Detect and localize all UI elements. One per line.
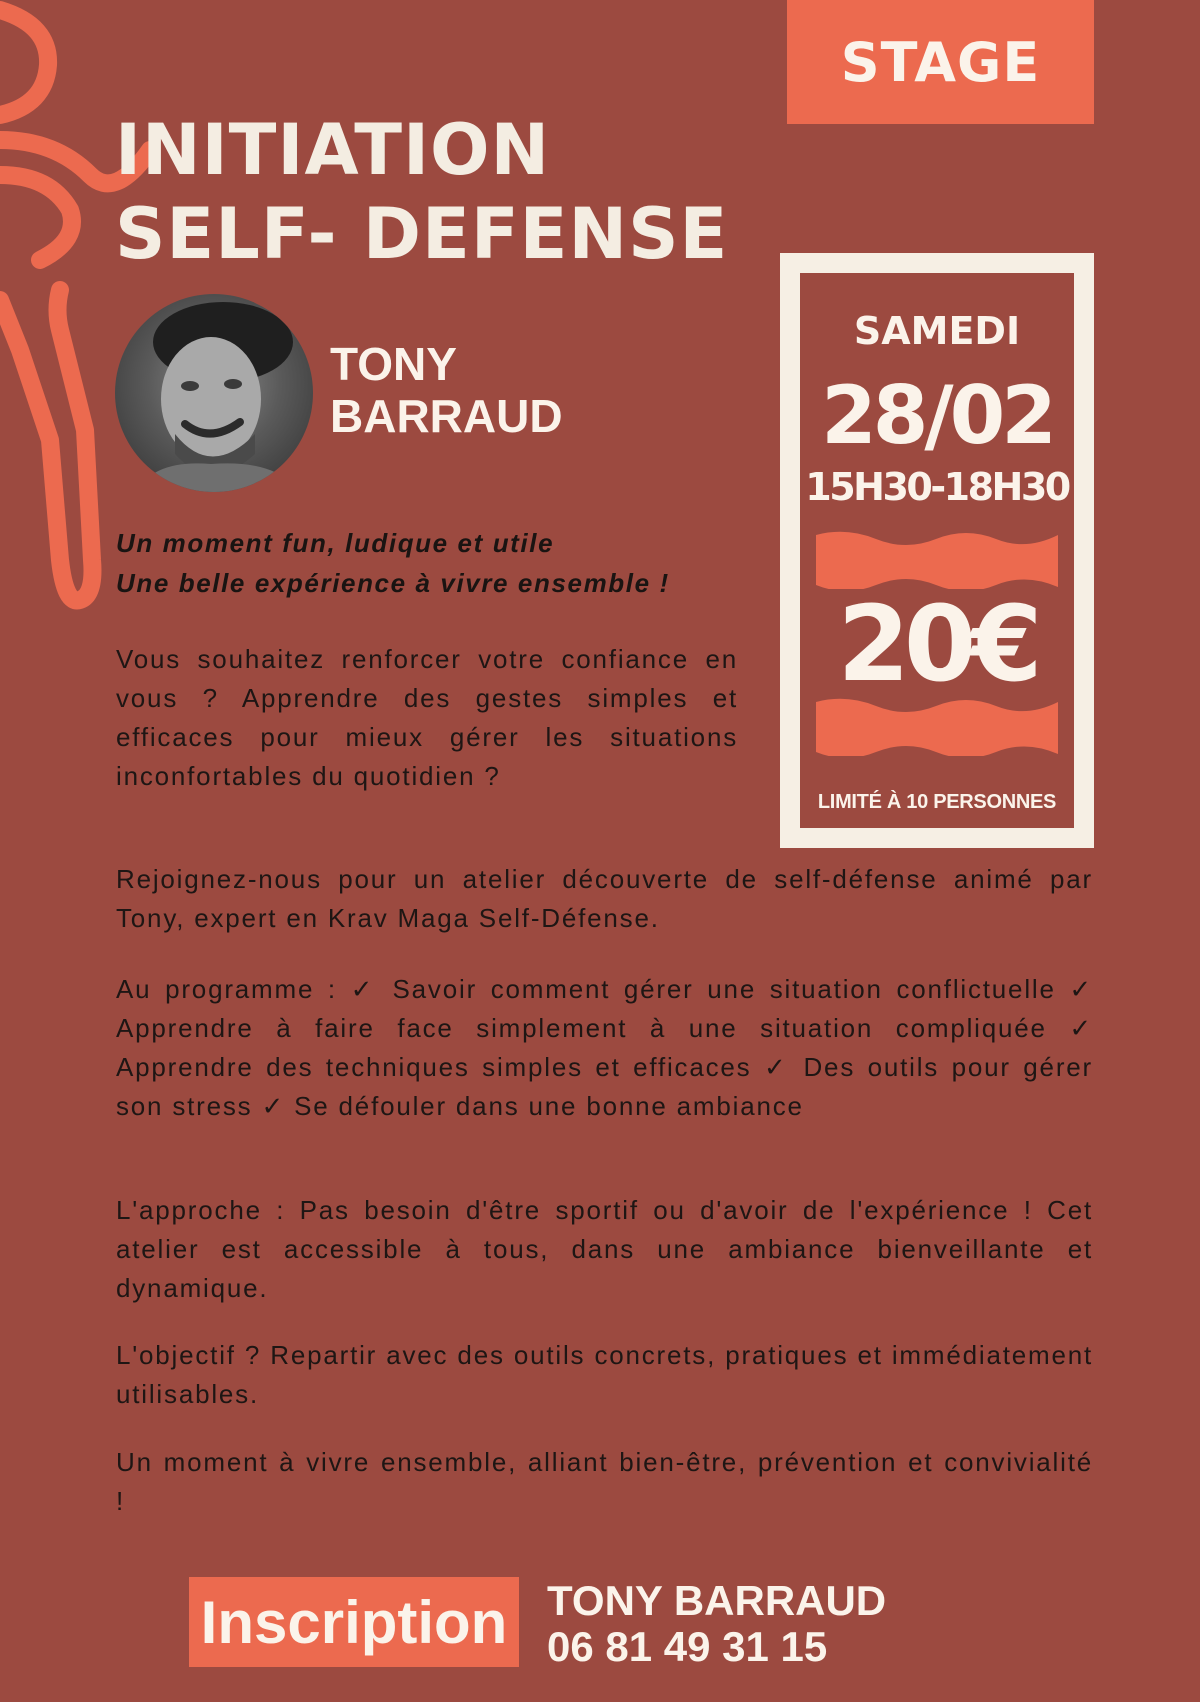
coach-avatar xyxy=(115,294,313,492)
tagline-line-1: Un moment fun, ludique et utile xyxy=(116,528,555,558)
wave-divider-bottom xyxy=(816,698,1058,756)
event-date: 28/02 xyxy=(821,369,1053,462)
closing-paragraph: Un moment à vivre ensemble, alliant bien-être, prévention et convivialité ! xyxy=(116,1447,1093,1516)
event-title xyxy=(115,108,728,276)
goal-paragraph: L'objectif ? Repartir avec des outils concrets, pratiques et immédiatement utilisables. xyxy=(116,1340,1093,1409)
coach-last-name: BARRAUD xyxy=(330,390,563,442)
tagline xyxy=(116,523,756,603)
program-paragraph: Au programme : ✓ Savoir comment gérer une situation conflictuelle ✓ Apprendre à faire face simplement à une situation compliquée ✓ Apprendre des techniques simples et efficaces ✓ Des outils pour gérer son stress ✓ Se défouler dans une bonne ambiance xyxy=(116,974,1093,1121)
title-line-1: INITIATION xyxy=(115,109,551,191)
wave-divider-top xyxy=(816,531,1058,589)
signup-button[interactable] xyxy=(189,1577,519,1667)
signup-contact xyxy=(547,1578,886,1670)
event-info-card xyxy=(780,253,1094,848)
event-price: 20€ xyxy=(837,583,1037,705)
coach-first-name: TONY xyxy=(330,338,457,390)
coach-portrait-icon xyxy=(115,294,313,492)
tagline-line-2: Une belle expérience à vivre ensemble ! xyxy=(116,568,670,598)
coach-name xyxy=(330,338,563,442)
event-day: SAMEDI xyxy=(853,309,1021,353)
event-info-inner xyxy=(800,273,1074,828)
stage-tag-label: STAGE xyxy=(840,30,1041,94)
contact-name: TONY BARRAUD xyxy=(547,1577,887,1624)
title-line-2: SELF- DEFENSE xyxy=(115,193,729,275)
join-paragraph: Rejoignez-nous pour un atelier découverte de self-défense animé par Tony, expert en Krav Maga Self-Défense. xyxy=(116,864,1093,933)
contact-phone[interactable]: 06 81 49 31 15 xyxy=(547,1623,828,1670)
intro-paragraph: Vous souhaitez renforcer votre confiance en vous ? Apprendre des gestes simples et efficaces pour mieux gérer les situations inconfortables du quotidien ? xyxy=(116,644,738,791)
event-capacity-limit: LIMITÉ À 10 PERSONNES xyxy=(817,791,1057,813)
stage-tag xyxy=(787,0,1094,124)
approach-paragraph: L'approche : Pas besoin d'être sportif ou d'avoir de l'expérience ! Cet atelier est accessible à tous, dans une ambiance bienveillante et dynamique. xyxy=(116,1195,1093,1303)
event-hours: 15H30-18H30 xyxy=(805,465,1069,509)
signup-button-label: Inscription xyxy=(200,1588,508,1656)
